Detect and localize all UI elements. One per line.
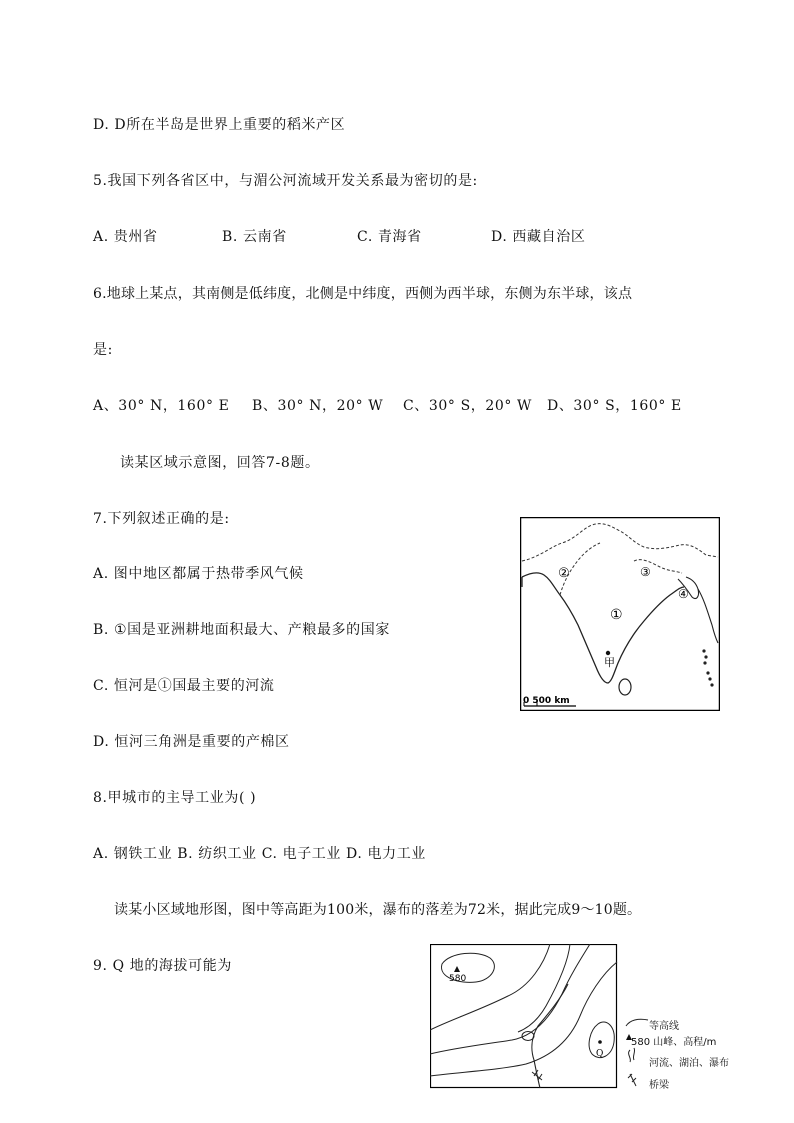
q6-option-c: C、30° S，20° W <box>403 398 533 414</box>
q7-option-a: A. 图中地区都属于热带季风气候 <box>93 566 304 582</box>
legend-contour: 等高线 <box>649 1021 679 1032</box>
label-city-jia: 甲 <box>604 656 615 669</box>
q8-options: A. 钢铁工业 B. 纺织工业 C. 电子工业 D. 电力工业 <box>93 846 426 862</box>
legend-peak: 580 山峰、高程/m <box>631 1037 717 1048</box>
q5-option-d: D. 西藏自治区 <box>491 229 586 245</box>
south-asia-map <box>520 517 720 711</box>
label-country-1: ① <box>610 607 623 623</box>
q9-stem: 9. Q 地的海拔可能为 <box>93 958 232 974</box>
q7-option-c: C. 恒河是①国最主要的河流 <box>93 678 275 694</box>
q6-stem-line1: 6.地球上某点，其南侧是低纬度，北侧是中纬度，西侧为西半球，东侧为东半球，该点 <box>93 286 633 302</box>
bridge-legend-icon <box>628 1074 636 1086</box>
q4-option-d: D. D所在半岛是世界上重要的稻米产区 <box>93 117 346 133</box>
q5-option-a: A. 贵州省 <box>93 229 158 245</box>
q5-option-c: C. 青海省 <box>357 229 422 245</box>
q8-stem: 8.甲城市的主导工业为( ) <box>93 790 257 806</box>
q7-stem: 7.下列叙述正确的是: <box>93 511 230 527</box>
intro-9-10: 读某小区域地形图，图中等高距为100米，瀑布的落差为72米，据此完成9～10题。 <box>114 902 642 918</box>
peak-elevation: 580 <box>449 974 467 984</box>
intro-7-8: 读某区域示意图，回答7-8题。 <box>120 455 320 471</box>
q6-option-d: D、30° S，160° E <box>547 398 682 414</box>
q6-stem-line2: 是: <box>93 342 113 358</box>
label-country-3: ③ <box>640 565 651 579</box>
scale-bar-label: 0 500 km <box>523 696 570 706</box>
legend-bridge: 桥梁 <box>649 1080 669 1091</box>
contour-legend-icon <box>626 1019 648 1026</box>
q5-stem: 5.我国下列各省区中，与湄公河流域开发关系最为密切的是: <box>93 173 478 189</box>
contour-map <box>430 944 620 1090</box>
label-country-2: ② <box>558 566 570 581</box>
q6-option-a: A、30° N，160° E <box>93 398 230 414</box>
q7-option-b: B. ①国是亚洲耕地面积最大、产粮最多的国家 <box>93 622 390 638</box>
q7-option-d: D. 恒河三角洲是重要的产棉区 <box>93 734 290 750</box>
legend-water: 河流、湖泊、瀑布 <box>649 1058 729 1069</box>
q5-option-b: B. 云南省 <box>222 229 287 245</box>
point-q-label: Q <box>596 1049 604 1059</box>
label-country-4: ④ <box>678 587 689 601</box>
water-legend-icon <box>629 1048 635 1062</box>
q6-option-b: B、30° N，20° W <box>252 398 384 414</box>
